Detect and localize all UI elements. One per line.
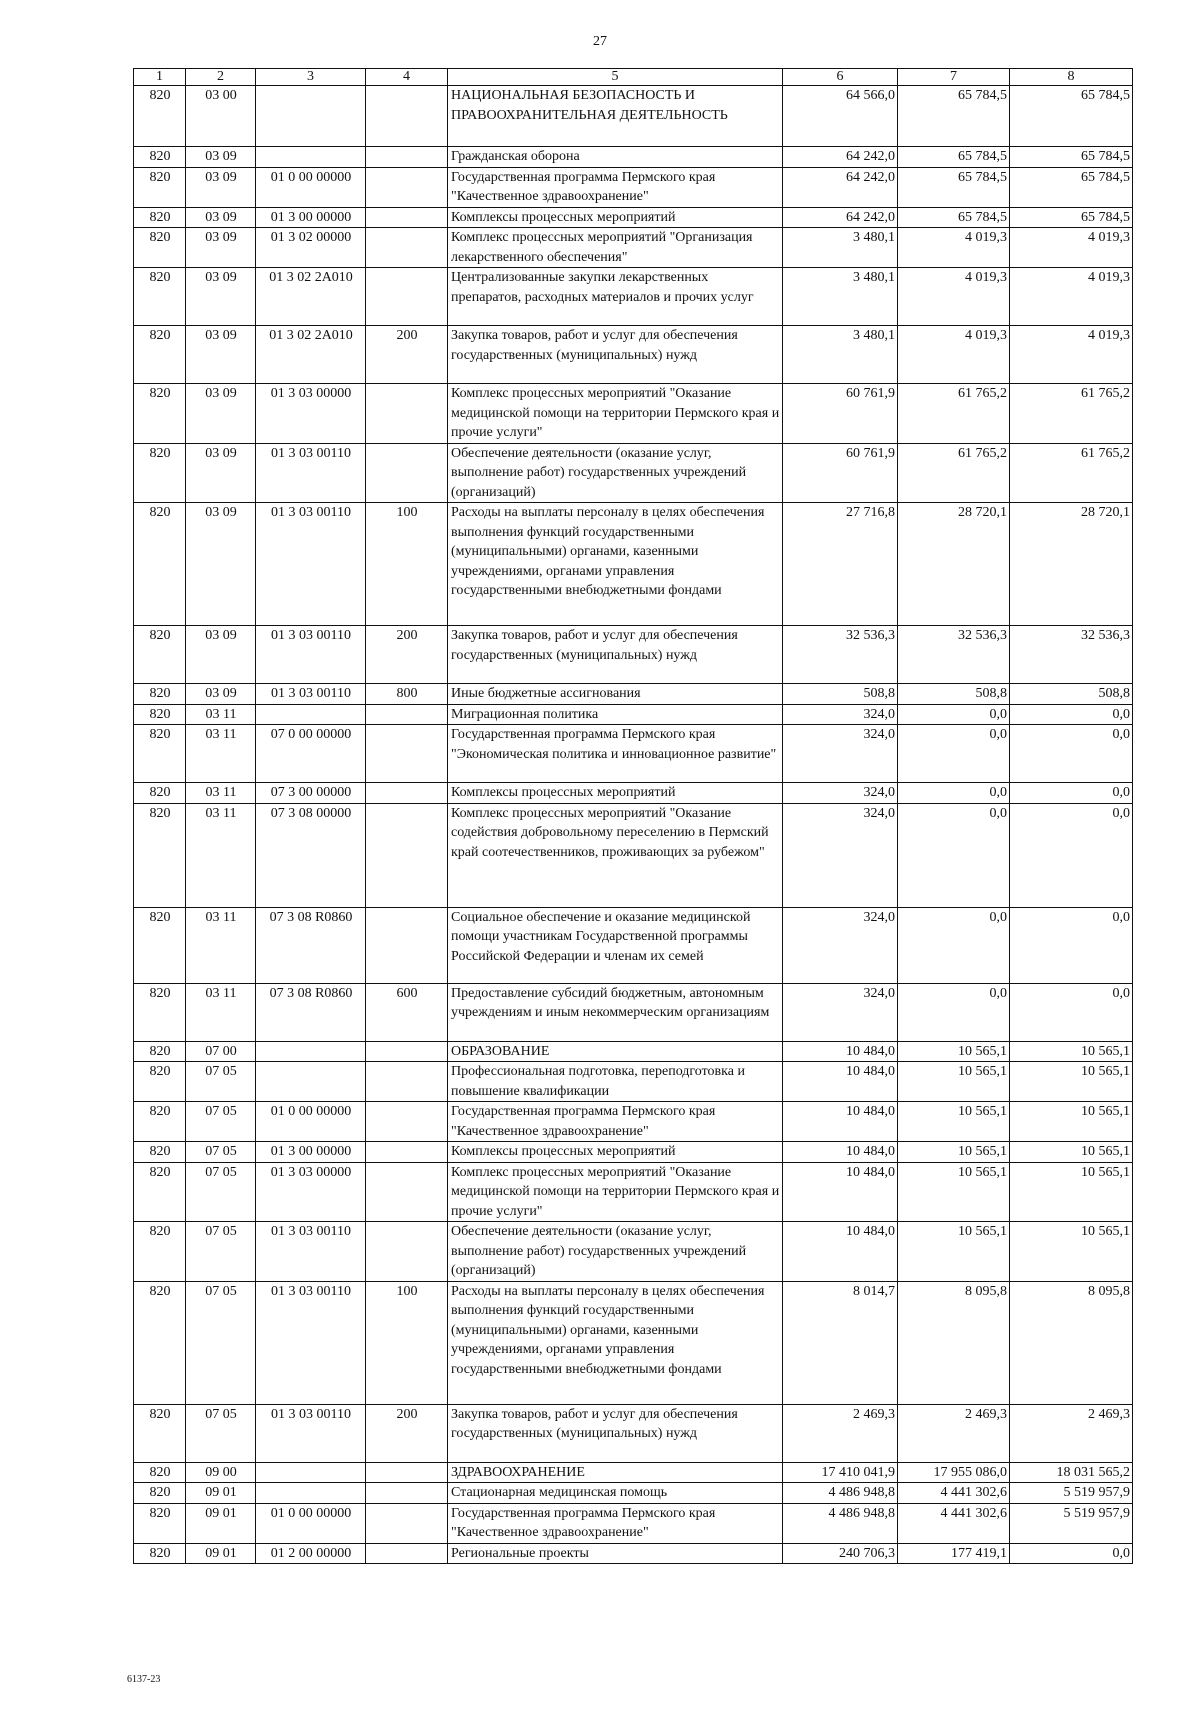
row-name: Предоставление субсидий бюджетным, автономным учреждениям и иным некоммерческим организациям [448, 983, 783, 1041]
row-value-6: 3 480,1 [783, 228, 898, 268]
column-header: 1 [134, 69, 186, 86]
row-target-article: 01 3 03 00110 [256, 1404, 366, 1462]
column-header: 6 [783, 69, 898, 86]
row-name: Государственная программа Пермского края "Качественное здравоохранение" [448, 167, 783, 207]
table-row [134, 167, 1133, 207]
row-code-chief: 820 [134, 626, 186, 684]
row-expense-type [366, 228, 448, 268]
row-code-chief: 820 [134, 907, 186, 983]
table-row [134, 1503, 1133, 1543]
row-expense-type: 200 [366, 626, 448, 684]
row-section: 03 11 [186, 907, 256, 983]
row-value-8: 10 565,1 [1010, 1142, 1133, 1163]
row-code-chief: 820 [134, 783, 186, 804]
table-row [134, 228, 1133, 268]
row-target-article: 01 0 00 00000 [256, 1102, 366, 1142]
row-section: 03 09 [186, 626, 256, 684]
row-value-6: 64 566,0 [783, 86, 898, 147]
row-target-article: 01 3 03 00110 [256, 1222, 366, 1282]
row-target-article [256, 1062, 366, 1102]
row-value-6: 10 484,0 [783, 1142, 898, 1163]
row-value-8: 8 095,8 [1010, 1281, 1133, 1404]
row-value-8: 10 565,1 [1010, 1041, 1133, 1062]
row-value-8: 10 565,1 [1010, 1102, 1133, 1142]
row-target-article [256, 1041, 366, 1062]
table-row [134, 443, 1133, 503]
row-target-article: 01 3 03 00000 [256, 1162, 366, 1222]
row-value-6: 64 242,0 [783, 147, 898, 168]
column-header: 7 [898, 69, 1010, 86]
table-header [134, 69, 1133, 86]
row-target-article: 01 3 03 00110 [256, 1281, 366, 1404]
row-value-7: 10 565,1 [898, 1062, 1010, 1102]
row-section: 09 00 [186, 1462, 256, 1483]
row-code-chief: 820 [134, 503, 186, 626]
row-value-7: 0,0 [898, 803, 1010, 907]
row-code-chief: 820 [134, 147, 186, 168]
row-value-8: 0,0 [1010, 907, 1133, 983]
row-value-6: 4 486 948,8 [783, 1483, 898, 1504]
row-value-8: 4 019,3 [1010, 228, 1133, 268]
row-expense-type [366, 1543, 448, 1564]
row-expense-type [366, 1062, 448, 1102]
row-expense-type [366, 907, 448, 983]
row-code-chief: 820 [134, 268, 186, 326]
table-row [134, 783, 1133, 804]
row-expense-type [366, 147, 448, 168]
row-expense-type [366, 443, 448, 503]
row-value-6: 3 480,1 [783, 326, 898, 384]
row-code-chief: 820 [134, 167, 186, 207]
row-code-chief: 820 [134, 326, 186, 384]
row-target-article: 01 3 03 00110 [256, 626, 366, 684]
row-expense-type [366, 167, 448, 207]
row-section: 07 05 [186, 1062, 256, 1102]
budget-table [133, 68, 1133, 1564]
row-code-chief: 820 [134, 803, 186, 907]
row-value-6: 60 761,9 [783, 443, 898, 503]
row-value-8: 32 536,3 [1010, 626, 1133, 684]
row-value-6: 324,0 [783, 983, 898, 1041]
row-value-8: 5 519 957,9 [1010, 1483, 1133, 1504]
table-row [134, 86, 1133, 147]
row-value-7: 65 784,5 [898, 147, 1010, 168]
table-row [134, 803, 1133, 907]
row-value-7: 17 955 086,0 [898, 1462, 1010, 1483]
row-name: Обеспечение деятельности (оказание услуг, выполнение работ) государственных учреждений (организаций) [448, 443, 783, 503]
table-row [134, 907, 1133, 983]
table-body [134, 86, 1133, 1564]
row-value-6: 32 536,3 [783, 626, 898, 684]
row-code-chief: 820 [134, 1281, 186, 1404]
row-target-article [256, 147, 366, 168]
row-section: 03 09 [186, 326, 256, 384]
row-expense-type [366, 86, 448, 147]
row-section: 03 09 [186, 503, 256, 626]
row-section: 03 09 [186, 268, 256, 326]
row-code-chief: 820 [134, 983, 186, 1041]
row-expense-type [366, 268, 448, 326]
row-expense-type [366, 803, 448, 907]
row-section: 07 05 [186, 1162, 256, 1222]
row-section: 03 11 [186, 725, 256, 783]
row-value-7: 10 565,1 [898, 1102, 1010, 1142]
row-section: 03 09 [186, 684, 256, 705]
row-value-8: 61 765,2 [1010, 384, 1133, 444]
row-value-6: 27 716,8 [783, 503, 898, 626]
row-value-8: 4 019,3 [1010, 326, 1133, 384]
row-value-8: 65 784,5 [1010, 167, 1133, 207]
row-name: Комплекс процессных мероприятий "Оказание медицинской помощи на территории Пермского края и прочие услуги" [448, 1162, 783, 1222]
row-target-article: 01 0 00 00000 [256, 1503, 366, 1543]
table-row [134, 1281, 1133, 1404]
row-value-7: 65 784,5 [898, 207, 1010, 228]
row-code-chief: 820 [134, 1543, 186, 1564]
row-section: 03 09 [186, 384, 256, 444]
row-value-7: 0,0 [898, 725, 1010, 783]
row-name: Расходы на выплаты персоналу в целях обеспечения выполнения функций государственными (муниципальными) органами, казенными учреждениями, органами управления государственными внебюджетными фондами [448, 503, 783, 626]
row-expense-type [366, 1503, 448, 1543]
row-code-chief: 820 [134, 704, 186, 725]
table-row [134, 684, 1133, 705]
row-section: 09 01 [186, 1543, 256, 1564]
row-value-6: 10 484,0 [783, 1222, 898, 1282]
table-row [134, 1222, 1133, 1282]
row-value-8: 0,0 [1010, 803, 1133, 907]
row-name: Профессиональная подготовка, переподготовка и повышение квалификации [448, 1062, 783, 1102]
table-row [134, 207, 1133, 228]
row-expense-type [366, 1162, 448, 1222]
document-code: 6137-23 [127, 1674, 161, 1685]
row-expense-type [366, 1142, 448, 1163]
row-value-7: 28 720,1 [898, 503, 1010, 626]
row-section: 07 05 [186, 1222, 256, 1282]
row-value-8: 65 784,5 [1010, 86, 1133, 147]
row-name: Комплекс процессных мероприятий "Организация лекарственного обеспечения" [448, 228, 783, 268]
row-expense-type: 800 [366, 684, 448, 705]
table-row [134, 704, 1133, 725]
row-section: 07 05 [186, 1142, 256, 1163]
row-value-6: 17 410 041,9 [783, 1462, 898, 1483]
row-value-8: 10 565,1 [1010, 1222, 1133, 1282]
row-code-chief: 820 [134, 684, 186, 705]
row-section: 03 11 [186, 783, 256, 804]
row-name: Закупка товаров, работ и услуг для обеспечения государственных (муниципальных) нужд [448, 326, 783, 384]
table-row [134, 1462, 1133, 1483]
row-section: 07 05 [186, 1281, 256, 1404]
row-value-7: 65 784,5 [898, 86, 1010, 147]
row-value-6: 3 480,1 [783, 268, 898, 326]
row-target-article: 01 3 03 00110 [256, 684, 366, 705]
row-code-chief: 820 [134, 228, 186, 268]
row-value-8: 65 784,5 [1010, 147, 1133, 168]
row-value-8: 0,0 [1010, 783, 1133, 804]
row-value-7: 0,0 [898, 907, 1010, 983]
table-row [134, 725, 1133, 783]
row-name: Государственная программа Пермского края "Качественное здравоохранение" [448, 1503, 783, 1543]
column-header: 5 [448, 69, 783, 86]
row-code-chief: 820 [134, 1222, 186, 1282]
row-expense-type [366, 783, 448, 804]
row-name: Комплекс процессных мероприятий "Оказание медицинской помощи на территории Пермского края и прочие услуги" [448, 384, 783, 444]
row-expense-type [366, 704, 448, 725]
row-value-8: 65 784,5 [1010, 207, 1133, 228]
row-code-chief: 820 [134, 207, 186, 228]
row-code-chief: 820 [134, 725, 186, 783]
table-row [134, 1483, 1133, 1504]
row-name: ОБРАЗОВАНИЕ [448, 1041, 783, 1062]
row-section: 03 11 [186, 983, 256, 1041]
table-row [134, 1543, 1133, 1564]
row-section: 03 09 [186, 167, 256, 207]
row-name: Миграционная политика [448, 704, 783, 725]
row-name: Государственная программа Пермского края "Качественное здравоохранение" [448, 1102, 783, 1142]
row-code-chief: 820 [134, 1062, 186, 1102]
row-target-article: 01 3 00 00000 [256, 1142, 366, 1163]
row-value-8: 5 519 957,9 [1010, 1503, 1133, 1543]
row-target-article: 01 0 00 00000 [256, 167, 366, 207]
row-value-7: 10 565,1 [898, 1162, 1010, 1222]
row-name: Социальное обеспечение и оказание медицинской помощи участникам Государственной программы Российской Федерации и членам их семей [448, 907, 783, 983]
row-value-6: 8 014,7 [783, 1281, 898, 1404]
row-value-6: 10 484,0 [783, 1102, 898, 1142]
row-code-chief: 820 [134, 1483, 186, 1504]
row-value-8: 10 565,1 [1010, 1062, 1133, 1102]
row-value-7: 508,8 [898, 684, 1010, 705]
row-value-7: 61 765,2 [898, 384, 1010, 444]
row-expense-type: 200 [366, 326, 448, 384]
column-header: 4 [366, 69, 448, 86]
row-expense-type [366, 1102, 448, 1142]
row-expense-type: 200 [366, 1404, 448, 1462]
row-target-article: 01 2 00 00000 [256, 1543, 366, 1564]
row-value-8: 0,0 [1010, 983, 1133, 1041]
row-code-chief: 820 [134, 384, 186, 444]
row-name: Комплексы процессных мероприятий [448, 783, 783, 804]
row-expense-type: 100 [366, 503, 448, 626]
row-section: 09 01 [186, 1503, 256, 1543]
row-code-chief: 820 [134, 86, 186, 147]
table-row [134, 384, 1133, 444]
row-value-7: 4 019,3 [898, 326, 1010, 384]
row-value-6: 60 761,9 [783, 384, 898, 444]
row-section: 03 11 [186, 803, 256, 907]
row-code-chief: 820 [134, 1142, 186, 1163]
row-target-article: 01 3 03 00110 [256, 443, 366, 503]
row-name: Закупка товаров, работ и услуг для обеспечения государственных (муниципальных) нужд [448, 626, 783, 684]
table-row [134, 326, 1133, 384]
row-value-7: 0,0 [898, 983, 1010, 1041]
row-target-article: 01 3 00 00000 [256, 207, 366, 228]
page-number: 27 [593, 34, 607, 49]
row-expense-type [366, 207, 448, 228]
row-name: Комплексы процессных мероприятий [448, 207, 783, 228]
row-code-chief: 820 [134, 1041, 186, 1062]
row-value-6: 324,0 [783, 783, 898, 804]
row-expense-type [366, 1041, 448, 1062]
row-target-article [256, 704, 366, 725]
row-target-article: 07 3 00 00000 [256, 783, 366, 804]
column-header: 3 [256, 69, 366, 86]
row-value-8: 61 765,2 [1010, 443, 1133, 503]
row-target-article [256, 1462, 366, 1483]
row-value-8: 0,0 [1010, 725, 1133, 783]
row-target-article: 07 3 08 00000 [256, 803, 366, 907]
row-value-7: 61 765,2 [898, 443, 1010, 503]
row-expense-type [366, 725, 448, 783]
column-header: 8 [1010, 69, 1133, 86]
row-section: 07 05 [186, 1404, 256, 1462]
table-row [134, 1162, 1133, 1222]
row-section: 03 09 [186, 443, 256, 503]
column-header: 2 [186, 69, 256, 86]
row-value-7: 32 536,3 [898, 626, 1010, 684]
row-value-8: 0,0 [1010, 704, 1133, 725]
row-target-article: 01 3 02 2А010 [256, 326, 366, 384]
row-value-8: 2 469,3 [1010, 1404, 1133, 1462]
row-expense-type [366, 1462, 448, 1483]
row-target-article: 01 3 02 2А010 [256, 268, 366, 326]
table-row [134, 503, 1133, 626]
row-code-chief: 820 [134, 1404, 186, 1462]
table-row [134, 1062, 1133, 1102]
row-section: 09 01 [186, 1483, 256, 1504]
row-code-chief: 820 [134, 1503, 186, 1543]
row-value-8: 28 720,1 [1010, 503, 1133, 626]
row-section: 03 11 [186, 704, 256, 725]
row-value-6: 10 484,0 [783, 1041, 898, 1062]
row-value-7: 4 441 302,6 [898, 1483, 1010, 1504]
table-row [134, 1142, 1133, 1163]
row-value-6: 324,0 [783, 704, 898, 725]
row-value-6: 10 484,0 [783, 1162, 898, 1222]
table-row [134, 626, 1133, 684]
row-value-8: 4 019,3 [1010, 268, 1133, 326]
row-section: 03 09 [186, 207, 256, 228]
row-value-7: 4 019,3 [898, 228, 1010, 268]
column-numbers-row [134, 69, 1133, 86]
row-value-6: 4 486 948,8 [783, 1503, 898, 1543]
row-target-article: 01 3 02 00000 [256, 228, 366, 268]
row-section: 03 00 [186, 86, 256, 147]
row-name: Комплекс процессных мероприятий "Оказание содействия добровольному переселению в Пермский край соотечественников, проживающих за рубежом" [448, 803, 783, 907]
row-name: ЗДРАВООХРАНЕНИЕ [448, 1462, 783, 1483]
row-value-7: 4 019,3 [898, 268, 1010, 326]
row-target-article [256, 1483, 366, 1504]
table-row [134, 1404, 1133, 1462]
row-expense-type [366, 1222, 448, 1282]
row-value-6: 508,8 [783, 684, 898, 705]
row-name: Расходы на выплаты персоналу в целях обеспечения выполнения функций государственными (муниципальными) органами, казенными учреждениями, органами управления государственными внебюджетными фондами [448, 1281, 783, 1404]
row-code-chief: 820 [134, 1102, 186, 1142]
row-name: Закупка товаров, работ и услуг для обеспечения государственных (муниципальных) нужд [448, 1404, 783, 1462]
row-target-article: 07 0 00 00000 [256, 725, 366, 783]
row-value-7: 4 441 302,6 [898, 1503, 1010, 1543]
row-value-6: 2 469,3 [783, 1404, 898, 1462]
row-expense-type: 100 [366, 1281, 448, 1404]
row-target-article: 01 3 03 00000 [256, 384, 366, 444]
row-name: Гражданская оборона [448, 147, 783, 168]
row-code-chief: 820 [134, 1462, 186, 1483]
table-row [134, 147, 1133, 168]
row-value-8: 508,8 [1010, 684, 1133, 705]
row-value-8: 18 031 565,2 [1010, 1462, 1133, 1483]
row-expense-type [366, 1483, 448, 1504]
row-target-article: 07 3 08 R0860 [256, 907, 366, 983]
row-value-7: 10 565,1 [898, 1041, 1010, 1062]
row-value-7: 177 419,1 [898, 1543, 1010, 1564]
row-section: 07 00 [186, 1041, 256, 1062]
row-value-7: 0,0 [898, 783, 1010, 804]
row-section: 03 09 [186, 147, 256, 168]
table-row [134, 1102, 1133, 1142]
row-value-6: 240 706,3 [783, 1543, 898, 1564]
row-name: Обеспечение деятельности (оказание услуг, выполнение работ) государственных учреждений (организаций) [448, 1222, 783, 1282]
row-name: Стационарная медицинская помощь [448, 1483, 783, 1504]
row-name: Централизованные закупки лекарственных препаратов, расходных материалов и прочих услуг [448, 268, 783, 326]
row-value-7: 65 784,5 [898, 167, 1010, 207]
row-value-8: 10 565,1 [1010, 1162, 1133, 1222]
row-value-8: 0,0 [1010, 1543, 1133, 1564]
table-row [134, 1041, 1133, 1062]
row-name: НАЦИОНАЛЬНАЯ БЕЗОПАСНОСТЬ И ПРАВООХРАНИТЕЛЬНАЯ ДЕЯТЕЛЬНОСТЬ [448, 86, 783, 147]
row-target-article [256, 86, 366, 147]
row-target-article: 01 3 03 00110 [256, 503, 366, 626]
table-row [134, 983, 1133, 1041]
table-row [134, 268, 1133, 326]
row-code-chief: 820 [134, 443, 186, 503]
row-target-article: 07 3 08 R0860 [256, 983, 366, 1041]
row-name: Комплексы процессных мероприятий [448, 1142, 783, 1163]
row-expense-type [366, 384, 448, 444]
row-name: Государственная программа Пермского края "Экономическая политика и инновационное развитие" [448, 725, 783, 783]
row-value-7: 10 565,1 [898, 1142, 1010, 1163]
row-code-chief: 820 [134, 1162, 186, 1222]
row-value-7: 10 565,1 [898, 1222, 1010, 1282]
row-value-7: 2 469,3 [898, 1404, 1010, 1462]
row-value-6: 324,0 [783, 725, 898, 783]
row-section: 07 05 [186, 1102, 256, 1142]
row-value-6: 64 242,0 [783, 207, 898, 228]
row-value-6: 10 484,0 [783, 1062, 898, 1102]
row-value-6: 324,0 [783, 907, 898, 983]
row-expense-type: 600 [366, 983, 448, 1041]
row-value-6: 64 242,0 [783, 167, 898, 207]
row-name: Иные бюджетные ассигнования [448, 684, 783, 705]
row-name: Региональные проекты [448, 1543, 783, 1564]
row-value-7: 8 095,8 [898, 1281, 1010, 1404]
row-value-7: 0,0 [898, 704, 1010, 725]
row-value-6: 324,0 [783, 803, 898, 907]
row-section: 03 09 [186, 228, 256, 268]
